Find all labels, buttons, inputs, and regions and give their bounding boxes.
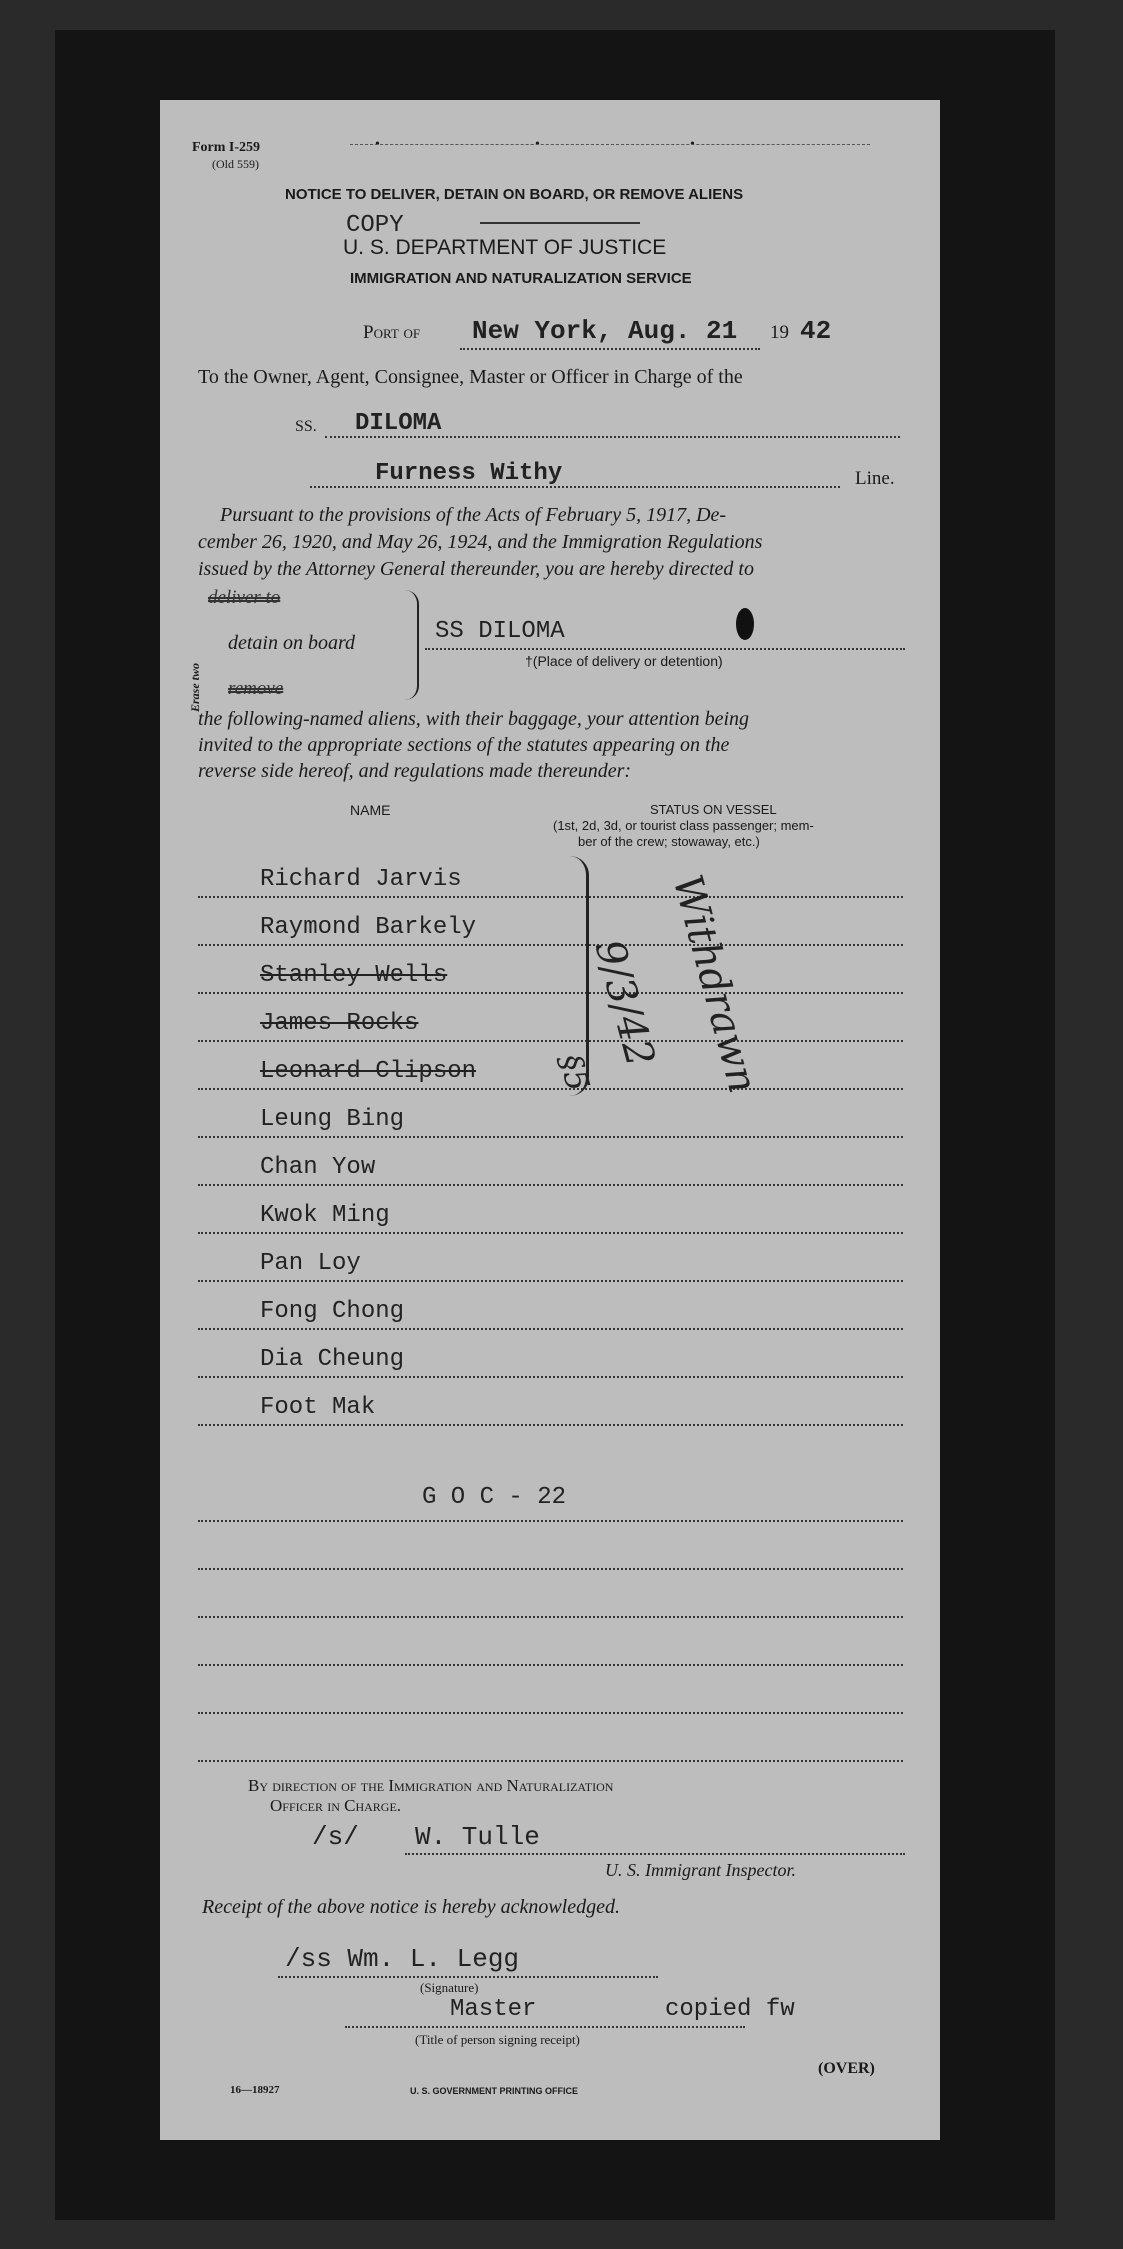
ink-blot (736, 608, 754, 640)
following-line-2: invited to the appropriate sections of the statutes appearing on the (198, 734, 730, 756)
alien-row-rule (198, 1328, 903, 1330)
alien-row-rule (198, 1040, 903, 1042)
signed-name: W. Tulle (415, 1822, 540, 1852)
notice-title: NOTICE TO DELIVER, DETAIN ON BOARD, OR REMOVE ALIENS (285, 186, 744, 203)
status-sub-1: (1st, 2d, 3d, or tourist class passenger; mem- (553, 818, 814, 833)
alien-name: Stanley Wells (260, 962, 448, 989)
place-label: †(Place of delivery or detention) (525, 653, 723, 669)
ss-label: SS. (295, 418, 317, 435)
alien-name: Kwok Ming (260, 1202, 390, 1229)
alien-name: Raymond Barkely (260, 914, 477, 941)
blank-row (198, 1664, 903, 1666)
pursuant-line-3: issued by the Attorney General thereunder, you are hereby directed to (198, 558, 754, 580)
year-suffix: 42 (800, 316, 832, 346)
punch-mark: • (690, 137, 695, 152)
withdrawn-date: 9/3/42 (585, 935, 664, 1072)
service-title: IMMIGRATION AND NATURALIZATION SERVICE (350, 270, 692, 287)
addressee-text: To the Owner, Agent, Consignee, Master or Officer in Charge of the (198, 366, 743, 388)
direction-line-1: By direction of the Immigration and Naturalization (248, 1776, 614, 1795)
place-value: SS DILOMA (435, 618, 565, 645)
port-line-rule (460, 348, 760, 350)
withdrawn-handwriting: Withdrawn (663, 870, 766, 1098)
alien-name: James Rocks (260, 1010, 419, 1037)
heading-rule (480, 222, 640, 224)
alien-row-rule (198, 944, 903, 946)
alien-row-rule (198, 1088, 903, 1090)
file-code: G O C - 22 (422, 1484, 567, 1511)
direction-line-2: Officer in Charge. (270, 1796, 402, 1815)
line-rule (310, 486, 840, 488)
alien-name: Dia Cheung (260, 1346, 405, 1373)
blank-row (198, 1760, 903, 1762)
pursuant-line-2: cember 26, 1920, and May 26, 1924, and the Immigration Regulations (198, 531, 763, 553)
form-number: Form I-259 (192, 140, 261, 155)
alien-row-rule (198, 1280, 903, 1282)
line-name: Furness Withy (375, 460, 563, 487)
form-paper (160, 100, 940, 2140)
punch-mark: • (375, 137, 380, 152)
receipt-text: Receipt of the above notice is hereby acknowledged. (202, 1896, 620, 1918)
alien-row-rule (198, 1232, 903, 1234)
alien-name: Leung Bing (260, 1106, 405, 1133)
erase-two-label: Erase two (188, 662, 202, 712)
department-title: U. S. DEPARTMENT OF JUSTICE (343, 236, 667, 259)
ship-rule (325, 436, 900, 438)
alien-row-rule (198, 1424, 903, 1426)
option-deliver: deliver to (208, 587, 281, 608)
form-old-number: (Old 559) (212, 157, 259, 171)
top-rule (350, 144, 870, 145)
alien-name: Pan Loy (260, 1250, 361, 1277)
blank-row (198, 1568, 903, 1570)
alien-row-rule (198, 896, 903, 898)
title-rule (345, 2026, 745, 2028)
alien-row-rule (198, 1376, 903, 1378)
ship-name: DILOMA (355, 410, 442, 437)
option-detain: detain on board (228, 632, 356, 654)
port-value: New York, Aug. 21 (472, 316, 738, 346)
alien-name: Foot Mak (260, 1394, 376, 1421)
blank-row (198, 1712, 903, 1714)
form-code: 16—18927 (230, 2084, 280, 2096)
printer-label: U. S. GOVERNMENT PRINTING OFFICE (410, 2086, 579, 2096)
status-header: STATUS ON VESSEL (650, 802, 777, 817)
status-sub-2: ber of the crew; stowaway, etc.) (578, 834, 760, 849)
punch-mark: • (535, 137, 540, 152)
pursuant-line-1: Pursuant to the provisions of the Acts of February 5, 1917, De- (220, 504, 727, 526)
following-line-3: reverse side hereof, and regulations made thereunder: (198, 760, 632, 782)
copied-note: copied fw (665, 1996, 795, 2023)
option-remove: remove (228, 678, 284, 699)
inspector-title: U. S. Immigrant Inspector. (605, 1860, 796, 1880)
signature-rule (278, 1976, 658, 1978)
name-header: NAME (350, 802, 391, 818)
blank-row (198, 1520, 903, 1522)
alien-name: Fong Chong (260, 1298, 405, 1325)
receiver-title: Master (450, 1996, 537, 2023)
alien-row-rule (198, 1136, 903, 1138)
withdrawn-initials: §5 (551, 1050, 598, 1095)
signature-label: (Signature) (420, 1980, 479, 1995)
following-line-1: the following-named aliens, with their baggage, your attention being (198, 708, 750, 730)
directive-brace (405, 590, 419, 700)
line-label: Line. (855, 468, 895, 489)
place-rule (425, 648, 905, 650)
year-prefix: 19 (770, 322, 789, 343)
alien-name: Richard Jarvis (260, 866, 462, 893)
alien-row-rule (198, 1184, 903, 1186)
blank-row (198, 1616, 903, 1618)
alien-name: Leonard Clipson (260, 1058, 477, 1085)
over-label: (OVER) (818, 2060, 875, 2077)
copy-stamp: COPY (346, 212, 404, 239)
receiver-signature: /ss Wm. L. Legg (285, 1944, 520, 1974)
signed-prefix: /s/ (312, 1822, 359, 1852)
title-label: (Title of person signing receipt) (415, 2032, 580, 2047)
signed-rule (405, 1853, 905, 1855)
alien-row-rule (198, 992, 903, 994)
alien-name: Chan Yow (260, 1154, 376, 1181)
port-label: Port of (363, 322, 421, 343)
